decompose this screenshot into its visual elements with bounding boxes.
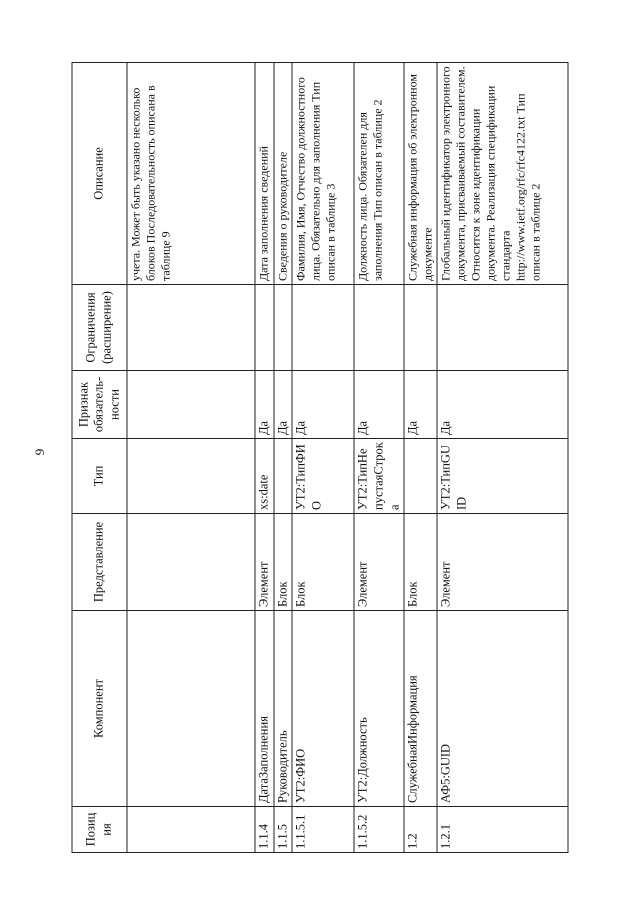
cell-restriction bbox=[404, 285, 437, 371]
cell-component: Руководитель bbox=[274, 611, 293, 807]
cell-representation: Блок bbox=[404, 514, 437, 611]
cell-type bbox=[274, 439, 293, 514]
table-row bbox=[354, 63, 404, 853]
cell-required: Да bbox=[274, 371, 293, 439]
cell-restriction bbox=[127, 285, 255, 371]
cell-component: УТ2:Должность bbox=[354, 611, 404, 807]
cell-representation bbox=[127, 514, 255, 611]
cell-position: 1.1.5 bbox=[274, 807, 293, 853]
header-restriction: Ограничения (расширение) bbox=[72, 285, 127, 371]
cell-description: учета. Может быть указано несколько блоков Последовательность описана в таблице 9 bbox=[127, 63, 255, 285]
header-type: Тип bbox=[72, 439, 127, 514]
cell-restriction bbox=[255, 285, 274, 371]
cell-description: Служебная информация об электронном документе bbox=[404, 63, 437, 285]
table-row bbox=[292, 63, 354, 853]
cell-representation: Блок bbox=[292, 514, 354, 611]
cell-component: ДатаЗаполнения bbox=[255, 611, 274, 807]
cell-position bbox=[127, 807, 255, 853]
header-representation: Представление bbox=[72, 514, 127, 611]
table-row bbox=[274, 63, 293, 853]
cell-description: Фамилия, Имя, Отчество должностного лица. Обязательно для заполнения Тип описан в таблице 3 bbox=[292, 63, 354, 285]
cell-restriction bbox=[437, 285, 568, 371]
table-row bbox=[255, 63, 274, 853]
cell-representation: Элемент bbox=[437, 514, 568, 611]
header-component: Компонент bbox=[72, 611, 127, 807]
cell-type: xs:date bbox=[255, 439, 274, 514]
header-required: Признак обязатель-ности bbox=[72, 371, 127, 439]
cell-restriction bbox=[274, 285, 293, 371]
cell-required: Да bbox=[292, 371, 354, 439]
cell-description: Сведения о руководителе bbox=[274, 63, 293, 285]
cell-component: УТ2:ФИО bbox=[292, 611, 354, 807]
cell-required: Да bbox=[354, 371, 404, 439]
cell-representation: Элемент bbox=[255, 514, 274, 611]
cell-description: Дата заполнения сведений bbox=[255, 63, 274, 285]
cell-position: 1.2 bbox=[404, 807, 437, 853]
header-position: Позиция bbox=[72, 807, 127, 853]
table-header-row bbox=[72, 63, 127, 853]
page-number: 9 bbox=[32, 448, 47, 456]
cell-restriction bbox=[292, 285, 354, 371]
cell-type: УТ2:ТипФИО bbox=[292, 439, 354, 514]
cell-type bbox=[404, 439, 437, 514]
header-description: Описание bbox=[72, 63, 127, 285]
cell-type: УТ2:ТипНепустаяСтрока bbox=[354, 439, 404, 514]
cell-type bbox=[127, 439, 255, 514]
cell-required bbox=[127, 371, 255, 439]
schema-table bbox=[72, 62, 569, 853]
cell-description: Должность лица. Обязателен для заполнения Тип описан в таблице 2 bbox=[354, 63, 404, 285]
cell-position: 1.2.1 bbox=[437, 807, 568, 853]
cell-position: 1.1.4 bbox=[255, 807, 274, 853]
cell-required: Да bbox=[404, 371, 437, 439]
cell-description: Глобальный идентификатор электронного документа, присваиваемый составителем. Относится к зоне идентификации документа. Реализация спецификации стандарта http://www.ietf.org/rfc/rfc4122.txt Тип описан в таблице 2 bbox=[437, 63, 568, 285]
table-row bbox=[127, 63, 255, 853]
cell-restriction bbox=[354, 285, 404, 371]
cell-required: Да bbox=[255, 371, 274, 439]
cell-position: 1.1.5.1 bbox=[292, 807, 354, 853]
cell-component: СлужебнаяИнформация bbox=[404, 611, 437, 807]
cell-component: АФ5:GUID bbox=[437, 611, 568, 807]
table-row bbox=[404, 63, 437, 853]
cell-representation: Элемент bbox=[354, 514, 404, 611]
cell-required: Да bbox=[437, 371, 568, 439]
cell-component bbox=[127, 611, 255, 807]
cell-position: 1.1.5.2 bbox=[354, 807, 404, 853]
cell-type: УТ2:ТипGUID bbox=[437, 439, 568, 514]
table-row bbox=[437, 63, 568, 853]
cell-representation: Блок bbox=[274, 514, 293, 611]
rotated-sheet bbox=[72, 63, 569, 853]
